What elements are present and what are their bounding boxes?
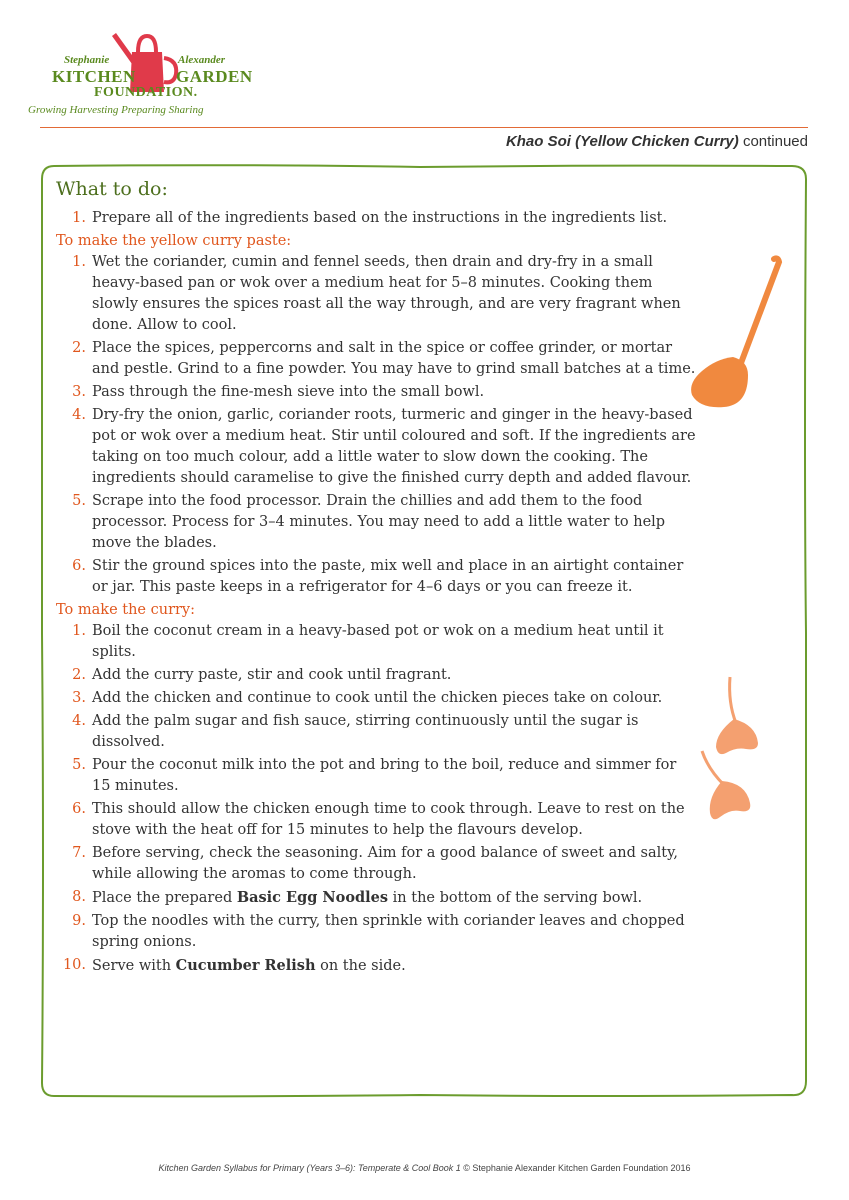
logo-alexander: Alexander [178,54,226,66]
header-divider [40,127,808,128]
step-text: This should allow the chicken enough time to cook through. Leave to rest on the stove with the heat off for 15 minutes to help the flavours develop. [92,801,685,838]
step-number: 6. [72,801,86,817]
step-text [92,890,642,906]
paste-steps [56,252,696,598]
linked-recipe-name: Basic Egg Noodles [236,889,389,906]
logo-garden: GARDEN [176,67,253,86]
step-number: 4. [72,713,86,729]
step-text: Before serving, check the seasoning. Aim for a good balance of sweet and salty, while allowing the aromas to come through. [92,845,678,882]
step-number: 3. [72,384,86,400]
step-text: Add the chicken and continue to cook until the chicken pieces take on colour. [92,690,663,706]
step-text: Boil the coconut cream in a heavy-based pot or wok on a medium heat until it splits. [92,623,664,660]
logo-kitchen: KITCHEN [52,67,136,86]
spatula-icon [688,255,784,415]
step-number: 1. [72,254,86,270]
step-text-post: on the side. [315,958,406,974]
step-text: Scrape into the food processor. Drain the chillies and add them to the food processor. Process for 3–4 minutes. You may need to add a little water to help move the blades. [92,493,666,551]
page-footer [0,1163,849,1173]
step-number: 2. [72,340,86,356]
step-number: 9. [72,913,86,929]
step-number: 4. [72,407,86,423]
step-number: 5. [72,493,86,509]
step-item [56,688,696,709]
step-text [92,958,406,974]
step-number: 6. [72,558,86,574]
step-text: Add the curry paste, stir and cook until fragrant. [92,667,452,683]
step-number: 10. [62,957,86,973]
step-item [56,208,696,229]
step-text: Pour the coconut milk into the pot and bring to the boil, reduce and simmer for 15 minutes. [92,757,677,794]
step-item [56,405,696,489]
step-number: 8. [72,889,86,905]
step-text: Pass through the fine-mesh sieve into the small bowl. [92,384,485,400]
continued-label: continued [742,133,808,150]
step-item [56,799,696,841]
intro-steps [56,208,696,229]
step-number: 5. [72,757,86,773]
step-item [56,755,696,797]
step-item [56,621,696,663]
recipe-title: Khao Soi (Yellow Chicken Curry) [505,133,739,150]
step-text: Add the palm sugar and fish sauce, stirring continuously until the sugar is dissolved. [92,713,639,750]
step-number: 3. [72,690,86,706]
step-text: Prepare all of the ingredients based on the instructions in the ingredients list. [92,210,668,226]
section-title: What to do: [56,178,168,200]
step-number: 2. [72,667,86,683]
step-text-pre: Place the prepared [92,890,237,906]
step-item [56,556,696,598]
step-text-post: in the bottom of the serving bowl. [388,890,643,906]
step-item [56,911,696,953]
footer-book-title: Kitchen Garden Syllabus for Primary (Years 3–6): Temperate & Cool Book 1 [158,1163,461,1173]
curry-steps [56,621,696,977]
step-item [56,887,696,909]
foundation-logo [28,22,258,122]
step-item [56,382,696,403]
page-header [506,133,808,150]
step-text: Top the noodles with the curry, then sprinkle with coriander leaves and chopped spring onions. [92,913,685,950]
step-text: Place the spices, peppercorns and salt in the spice or coffee grinder, or mortar and pestle. Grind to a fine powder. You may have to grind small batches at a time. [92,340,696,377]
step-item [56,955,696,977]
step-text: Stir the ground spices into the paste, mix well and place in an airtight container or jar. This paste keeps in a refrigerator for 4–6 days or you can freeze it. [92,558,684,595]
herb-sprig-icon [696,673,766,833]
step-number: 1. [72,623,86,639]
linked-recipe-name: Cucumber Relish [175,957,316,974]
step-item [56,665,696,686]
step-item [56,491,696,554]
logo-foundation: FOUNDATION. [94,85,198,100]
step-item [56,338,696,380]
curry-subhead: To make the curry: [56,602,196,618]
step-text: Wet the coriander, cumin and fennel seeds, then drain and dry-fry in a small heavy-based pan or wok over a medium heat for 5–8 minutes. Cooking them slowly ensures the spices roast all the way through, and are very fragrant when done. Allow to cool. [92,254,681,333]
step-number: 1. [72,210,86,226]
step-text: Dry-fry the onion, garlic, coriander roots, turmeric and ginger in the heavy-based pot or wok over a medium heat. Stir until coloured and soft. If the ingredients are taking on too much colour, add a little water to slow down the cooking. The ingredients should caramelise to give the finished curry depth and added flavour. [92,407,696,486]
step-text-pre: Serve with [92,958,176,974]
step-item [56,252,696,336]
step-item [56,843,696,885]
step-item [56,711,696,753]
step-number: 7. [72,845,86,861]
paste-subhead: To make the yellow curry paste: [56,233,292,249]
method-section [56,178,696,979]
footer-copyright: © Stephanie Alexander Kitchen Garden Foundation 2016 [460,1163,691,1173]
logo-stephanie: Stephanie [64,54,110,66]
logo-tagline: Growing Harvesting Preparing Sharing [28,104,204,116]
